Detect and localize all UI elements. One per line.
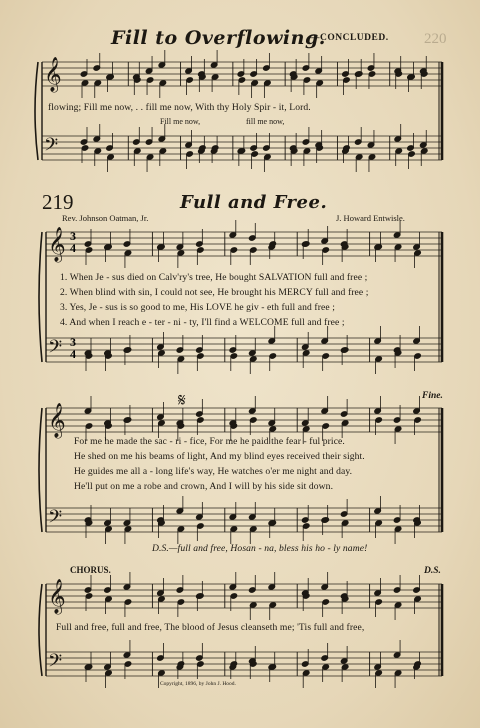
system-brace — [39, 584, 42, 676]
hymn-composer: J. Howard Entwisle. — [336, 213, 405, 223]
page-title: Fill to Overflowing. — [111, 27, 326, 49]
bass-cue-1: Fill me now, — [160, 117, 201, 126]
bass-cue-2: fill me now, — [246, 117, 285, 126]
fine-mark: Fine. — [422, 391, 443, 401]
hymn-author: Rev. Johnson Oatman, Jr. — [62, 213, 149, 223]
chorus-ds-mark: D.S. — [424, 566, 441, 576]
verse-3: 3. Yes, Je - sus is so good to me, His LOVE he giv - eth full and free ; — [60, 302, 335, 313]
copyright: Copyright, 1896, by John J. Hood. — [160, 681, 236, 687]
treble-clef: 𝄞 — [48, 227, 66, 262]
hymn-title: Full and Free. — [180, 192, 328, 213]
verse-2: 2. When blind with sin, I could not see, He brought his MERCY full and free ; — [60, 287, 369, 298]
system-brace — [39, 408, 42, 532]
bass-clef: 𝄢 — [48, 651, 63, 676]
chorus-label: CHORUS. — [70, 565, 111, 575]
treble-clef: 𝄞 — [48, 403, 66, 438]
top-system-lyric: flowing; Fill me now, . . fill me now, With thy Holy Spir - it, Lord. — [48, 102, 311, 113]
ds-line: D.S.—full and free, Hosan - na, bless his ho - ly name! — [152, 543, 368, 554]
part2-line-2: He shed on me his beams of light, And my blind eyes received their sight. — [74, 451, 365, 462]
treble-clef: 𝄞 — [44, 57, 62, 92]
segno-mark: 𝄋 — [178, 390, 186, 411]
page-subtitle: —CONCLUDED. — [310, 33, 389, 43]
verse-1: 1. When Je - sus died on Calv'ry's tree, He bought SALVATION full and free ; — [60, 272, 368, 283]
page-number: 220 — [424, 31, 447, 47]
hymn-number: 219 — [42, 190, 74, 214]
time-signature: 3 — [70, 335, 76, 349]
bass-clef: 𝄢 — [48, 337, 63, 362]
time-signature: 3 — [70, 229, 76, 243]
part2-line-1: For me he made the sac - ri - fice, For me he paid the fear - ful price. — [74, 436, 345, 447]
treble-clef: 𝄞 — [48, 579, 66, 614]
time-signature: 4 — [70, 347, 76, 361]
system-brace — [35, 62, 38, 160]
bass-clef: 𝄢 — [48, 507, 63, 532]
system-brace — [39, 232, 42, 362]
part2-line-3: He guides me all a - long life's way, He watches o'er me night and day. — [74, 466, 353, 477]
part2-line-4: He'll put on me a robe and crown, And I will by his side sit down. — [74, 481, 334, 492]
time-signature: 4 — [70, 241, 76, 255]
verse-4: 4. And when I reach e - ter - ni - ty, I'll find a WELCOME full and free ; — [60, 317, 345, 328]
chorus-lyric: Full and free, full and free, The blood of Jesus cleanseth me; 'Tis full and free, — [56, 622, 365, 633]
bass-clef: 𝄢 — [44, 135, 59, 160]
